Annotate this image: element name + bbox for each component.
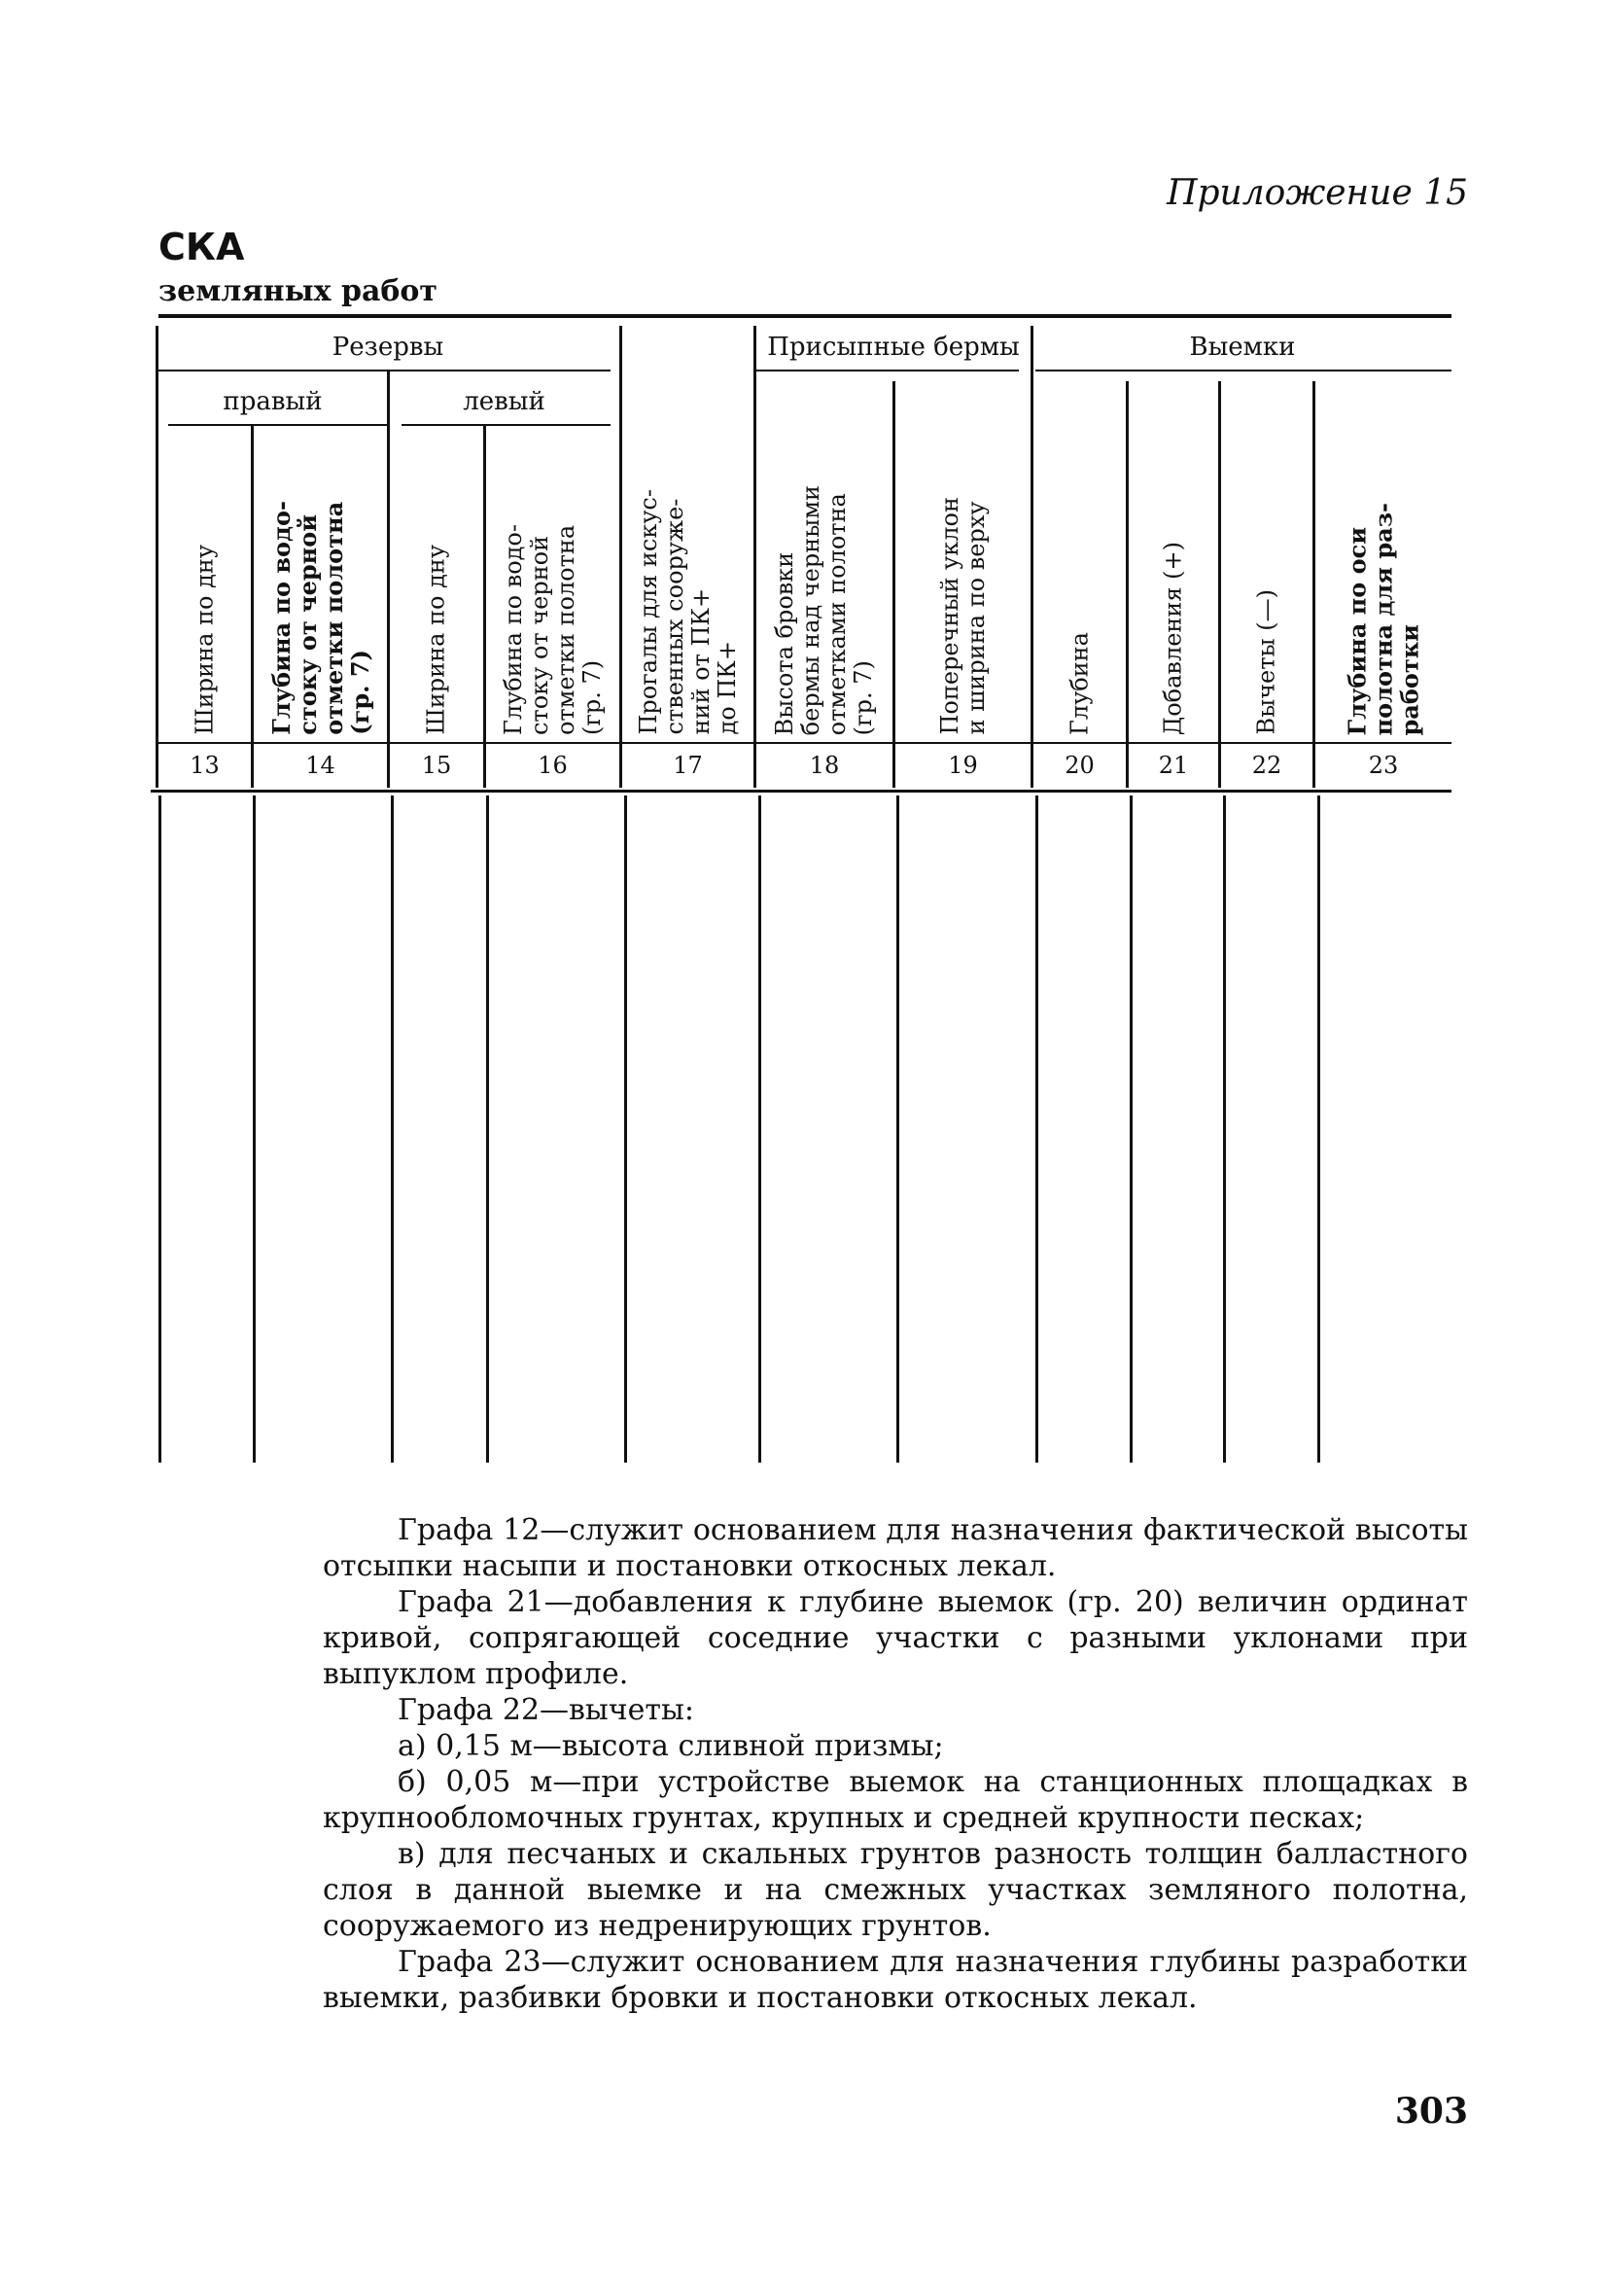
- column-header-16: [486, 428, 619, 739]
- col-line-3b: [486, 795, 489, 1463]
- column-header-23: [1315, 408, 1451, 739]
- column-number-23: 23: [1368, 752, 1399, 779]
- subgroup-underline-right: [168, 424, 387, 426]
- group-vyemki: Выемки: [1189, 333, 1296, 362]
- group-underline-berms: [756, 370, 1019, 371]
- column-header-text: Вычеты (—): [1252, 589, 1280, 735]
- column-header-15: [390, 428, 483, 739]
- col-line-2b: [391, 795, 394, 1463]
- column-header-13: [158, 428, 251, 739]
- col-line-10b: [1317, 795, 1320, 1463]
- column-header-14: [254, 428, 387, 739]
- column-number-18: 18: [809, 752, 840, 779]
- column-header-text: Высота бровки бермы над черными отметками полотна (гр. 7): [771, 484, 877, 735]
- col-line-8b: [1130, 795, 1133, 1463]
- column-header-21: [1129, 428, 1218, 739]
- note-paragraph: Графа 21—добавления к глубине выемок (гр. 20) величин ординат кривой, сопрягающей соседние участки с разными уклонами при выпуклом профиле.: [323, 1585, 1468, 1691]
- column-header-text: Глубина по водо- стоку от черной отметки полотна (гр. 7): [266, 501, 374, 735]
- note-paragraph: Графа 12—служит основанием для назначения фактической высоты отсыпки насыпи и постановки откосных лекал.: [323, 1513, 1468, 1583]
- col-line-4b: [624, 795, 627, 1463]
- column-number-22: 22: [1251, 752, 1282, 779]
- column-header-text: Прогалы для искус- ственных сооруже- ний от ПК+ до ПК+: [634, 489, 741, 735]
- note-list-item: б) 0,05 м—при устройстве выемок на станционных площадках в крупнообломочных грунтах, крупных и средней крупности песках;: [323, 1765, 1468, 1835]
- note-paragraph: Графа 23—служит основанием для назначения глубины разработки выемки, разбивки бровки и постановки откосных лекал.: [323, 1945, 1468, 2015]
- column-header-text: Ширина по дну: [422, 545, 450, 735]
- page-number: 303: [1394, 2091, 1468, 2132]
- col-line-9b: [1223, 795, 1226, 1463]
- column-number-21: 21: [1158, 752, 1189, 779]
- subgroup-left: левый: [463, 387, 545, 416]
- col-line-0b: [158, 795, 161, 1463]
- note-list-item: а) 0,15 м—высота сливной призмы;: [398, 1729, 944, 1763]
- group-rezervy: Резервы: [332, 333, 444, 362]
- column-header-text: Глубина: [1066, 631, 1093, 735]
- numbers-bottom-rule: [151, 790, 1451, 793]
- note-list-item: в) для песчаных и скальных грунтов разность толщин балластного слоя в данной выемке и на смежных участках земляного полотна, сооружаемого из недренирующих грунтов.: [323, 1837, 1468, 1943]
- notes: [323, 1512, 1468, 2016]
- note-paragraph: Графа 22—вычеты:: [398, 1693, 694, 1727]
- column-header-text: Добавления (+): [1159, 541, 1187, 735]
- column-header-text: Глубина по водо- стоку от черной отметки полотна (гр. 7): [499, 523, 606, 735]
- group-berms: Присыпные бермы: [767, 333, 1020, 362]
- column-number-17: 17: [673, 752, 703, 779]
- column-header-19: [895, 408, 1031, 739]
- column-header-22: [1221, 428, 1312, 739]
- table-top-rule: [158, 314, 1451, 318]
- column-number-14: 14: [305, 752, 335, 779]
- col-line-6b: [896, 795, 899, 1463]
- column-header-20: [1033, 428, 1126, 739]
- column-header-18: [756, 408, 892, 739]
- column-header-text: Глубина по оси полотна для раз- работки: [1343, 502, 1424, 735]
- column-number-20: 20: [1065, 752, 1095, 779]
- column-number-15: 15: [421, 752, 452, 779]
- appendix-label: Приложение 15: [1167, 173, 1468, 213]
- column-number-13: 13: [190, 752, 220, 779]
- col-line-5b: [758, 795, 761, 1463]
- column-header-17: [622, 408, 753, 739]
- page-subtitle: земляных работ: [158, 274, 437, 308]
- column-header-text: Поперечный уклон и ширина по верху: [935, 497, 990, 735]
- column-number-16: 16: [538, 752, 568, 779]
- col-line-1b: [253, 795, 256, 1463]
- subgroup-right: правый: [223, 387, 323, 416]
- subgroup-underline-left: [402, 424, 611, 426]
- group-underline-vyemki: [1035, 370, 1451, 371]
- col-line-7b: [1035, 795, 1038, 1463]
- header-bottom-rule: [158, 742, 1451, 744]
- column-header-text: Ширина по дну: [191, 545, 218, 735]
- column-number-19: 19: [948, 752, 978, 779]
- page-title: СКА: [158, 226, 245, 268]
- group-underline-rezervy: [158, 370, 611, 371]
